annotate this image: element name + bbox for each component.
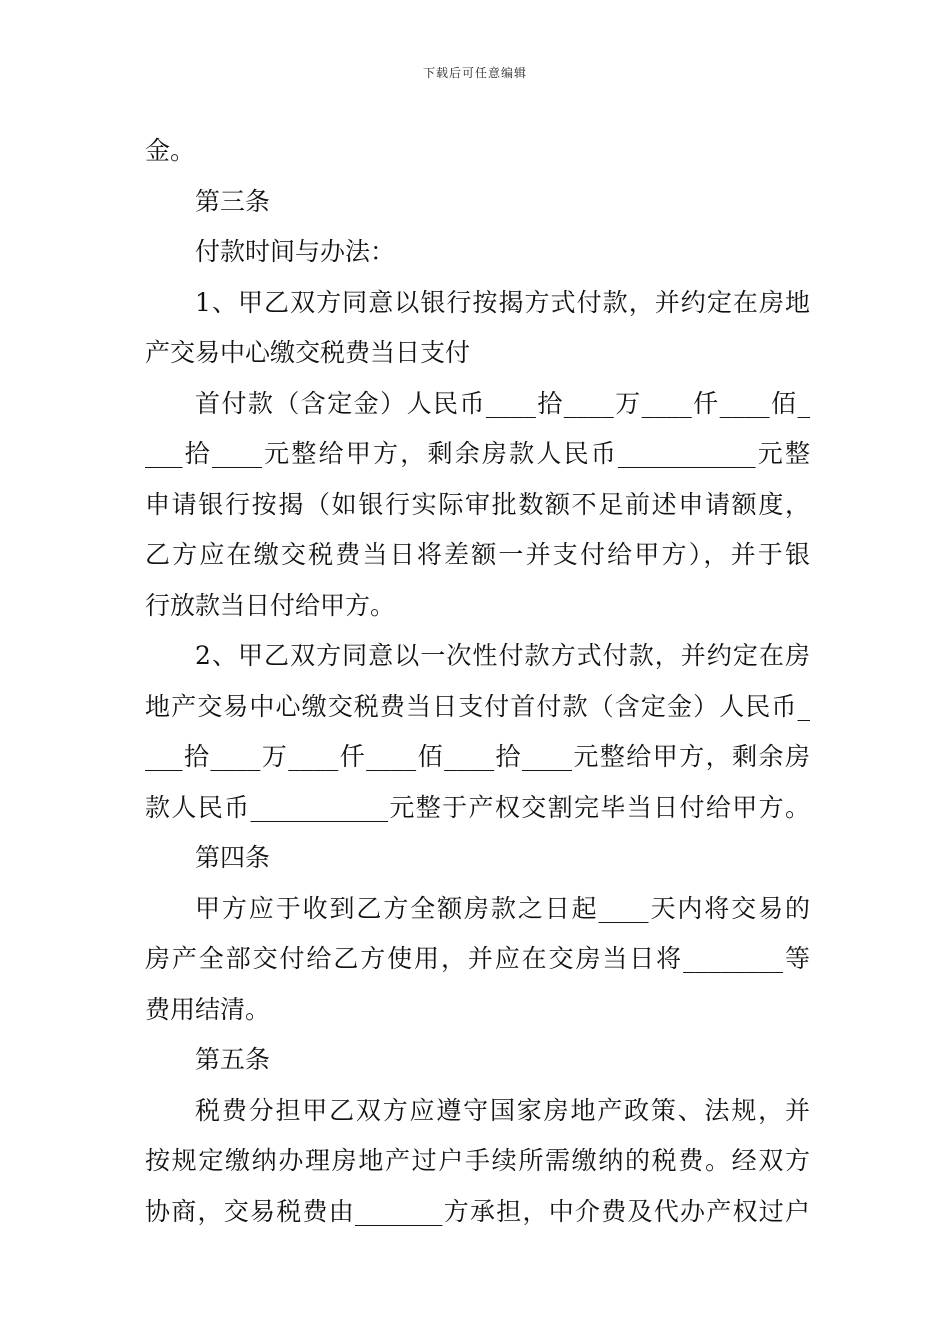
text-line: 第五条 [195, 1045, 271, 1074]
text-line: 款人民币___________元整于产权交割完毕当日付给甲方。 [145, 792, 810, 822]
text-line: 产交易中心缴交税费当日支付 [145, 338, 471, 367]
text-line: 行放款当日付给甲方。 [145, 590, 396, 620]
text-line: 金。 [145, 136, 196, 165]
text-line: 付款时间与办法： [195, 237, 396, 266]
page-header-note: 下载后可任意编辑 [422, 66, 527, 80]
text-line: 按规定缴纳办理房地产过户手续所需缴纳的税费。经双方 [145, 1146, 810, 1175]
text-line: 申请银行按揭（如银行实际审批数额不足前述申请额度， [145, 489, 810, 519]
text-line: 2、甲乙双方同意以一次性付款方式付款，并约定在房 [195, 641, 810, 670]
text-line: 税费分担甲乙双方应遵守国家房地产政策、法规，并 [195, 1095, 810, 1125]
text-line: 乙方应在缴交税费当日将差额一并支付给甲方），并于银 [145, 540, 810, 569]
document-body [145, 126, 810, 1237]
text-line: 甲方应于收到乙方全额房款之日起____天内将交易的 [195, 893, 810, 923]
text-line: 协商，交易税费由_______方承担，中介费及代办产权过户 [145, 1196, 810, 1226]
text-line: 费用结清。 [145, 994, 271, 1024]
text-line: ___拾____元整给甲方，剩余房款人民币___________元整 [145, 439, 810, 468]
text-line: 第三条 [195, 186, 271, 216]
text-line: 地产交易中心缴交税费当日支付首付款（含定金）人民币_ [145, 691, 810, 721]
text-line: ___拾____万____仟____佰____拾____元整给甲方，剩余房 [145, 742, 810, 771]
text-line: 1、甲乙双方同意以银行按揭方式付款，并约定在房地 [195, 287, 810, 317]
text-line: 第四条 [195, 843, 271, 872]
text-line: 首付款（含定金）人民币____拾____万____仟____佰_ [195, 388, 810, 418]
text-line: 房产全部交付给乙方使用，并应在交房当日将________等 [145, 944, 810, 973]
